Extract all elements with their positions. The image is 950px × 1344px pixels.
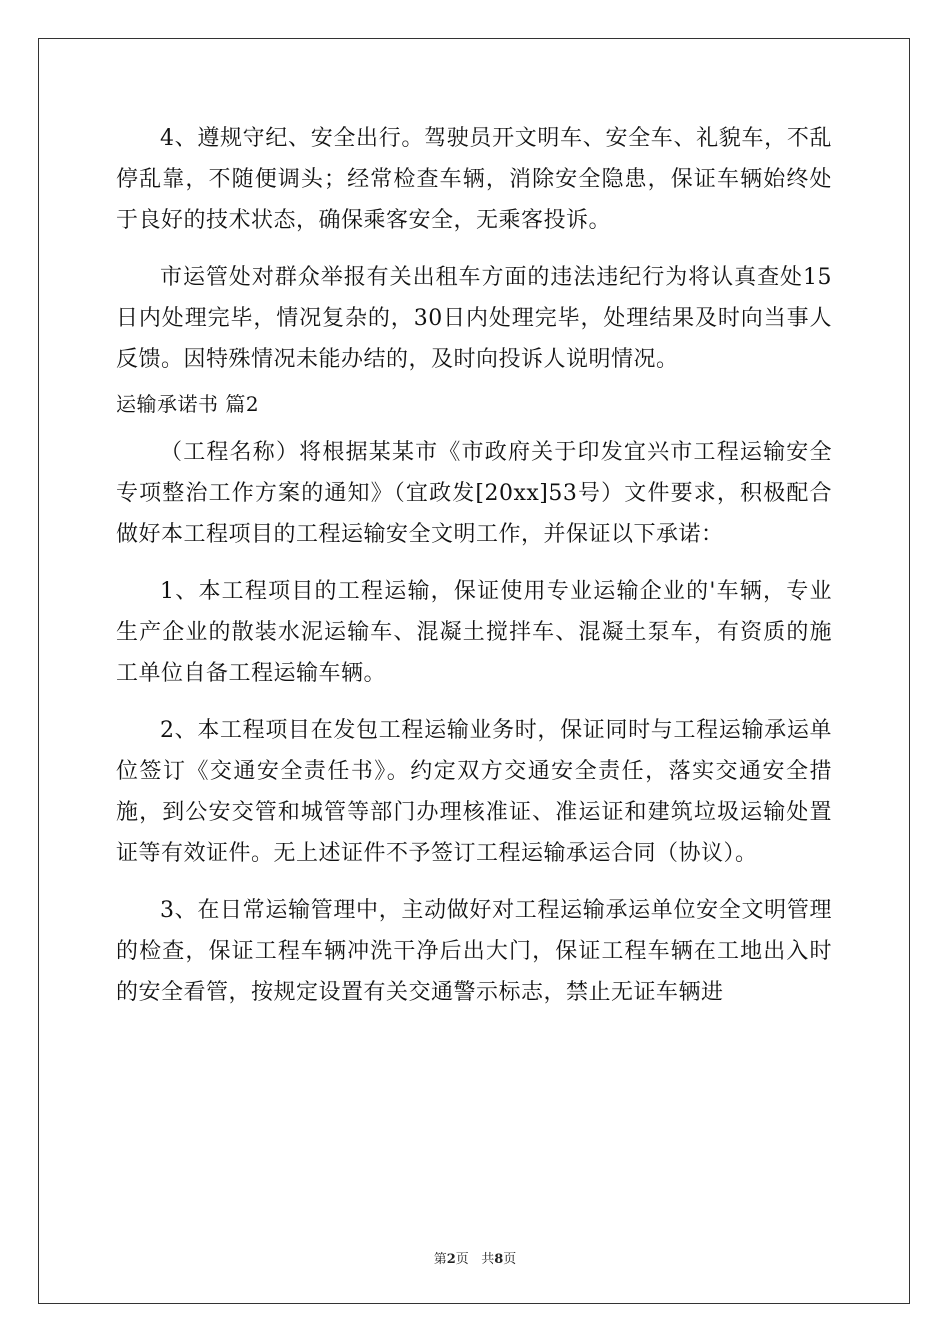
footer-suffix: 页 <box>503 1252 517 1267</box>
paragraph-complaint-handling: 市运管处对群众举报有关出租车方面的违法违纪行为将认真查处15日内处理完毕，情况复杂的，30日内处理完毕，处理结果及时向当事人反馈。因特殊情况未能办结的，及时向投诉人说明情况。 <box>116 265 832 372</box>
paragraph-item-1: 1、本工程项目的工程运输，保证使用专业运输企业的'车辆，专业生产企业的散装水泥运输车、混凝土搅拌车、混凝土泵车，有资质的施工单位自备工程运输车辆。 <box>116 579 832 686</box>
footer-page-number: 2 <box>446 1252 456 1267</box>
page-footer <box>0 1248 950 1267</box>
paragraph-rule-4: 4、遵规守纪、安全出行。驾驶员开文明车、安全车、礼貌车，不乱停乱靠，不随便调头；经常检查车辆，消除安全隐患，保证车辆始终处于良好的技术状态，确保乘客安全，无乘客投诉。 <box>116 126 832 233</box>
section-heading: 运输承诺书 篇2 <box>116 392 260 416</box>
paragraph-intro: （工程名称）将根据某某市《市政府关于印发宜兴市工程运输安全专项整治工作方案的通知》（宜政发[20xx]53号）文件要求，积极配合做好本工程项目的工程运输安全文明工作，并保证以下承诺： <box>116 440 832 547</box>
paragraph-item-3: 3、在日常运输管理中，主动做好对工程运输承运单位安全文明管理的检查，保证工程车辆冲洗干净后出大门，保证工程车辆在工地出入时的安全看管，按规定设置有关交通警示标志，禁止无证车辆进 <box>116 898 832 1005</box>
paragraph-item-2: 2、本工程项目在发包工程运输业务时，保证同时与工程运输承运单位签订《交通安全责任书》。约定双方交通安全责任，落实交通安全措施，到公安交管和城管等部门办理核准证、准运证和建筑垃圾运输处置证等有效证件。无上述证件不予签订工程运输承运合同（协议）。 <box>116 718 832 866</box>
footer-mid: 页 共 <box>455 1252 495 1267</box>
footer-total-pages: 8 <box>494 1252 504 1267</box>
footer-prefix: 第 <box>433 1252 447 1267</box>
document-body <box>116 118 832 1029</box>
